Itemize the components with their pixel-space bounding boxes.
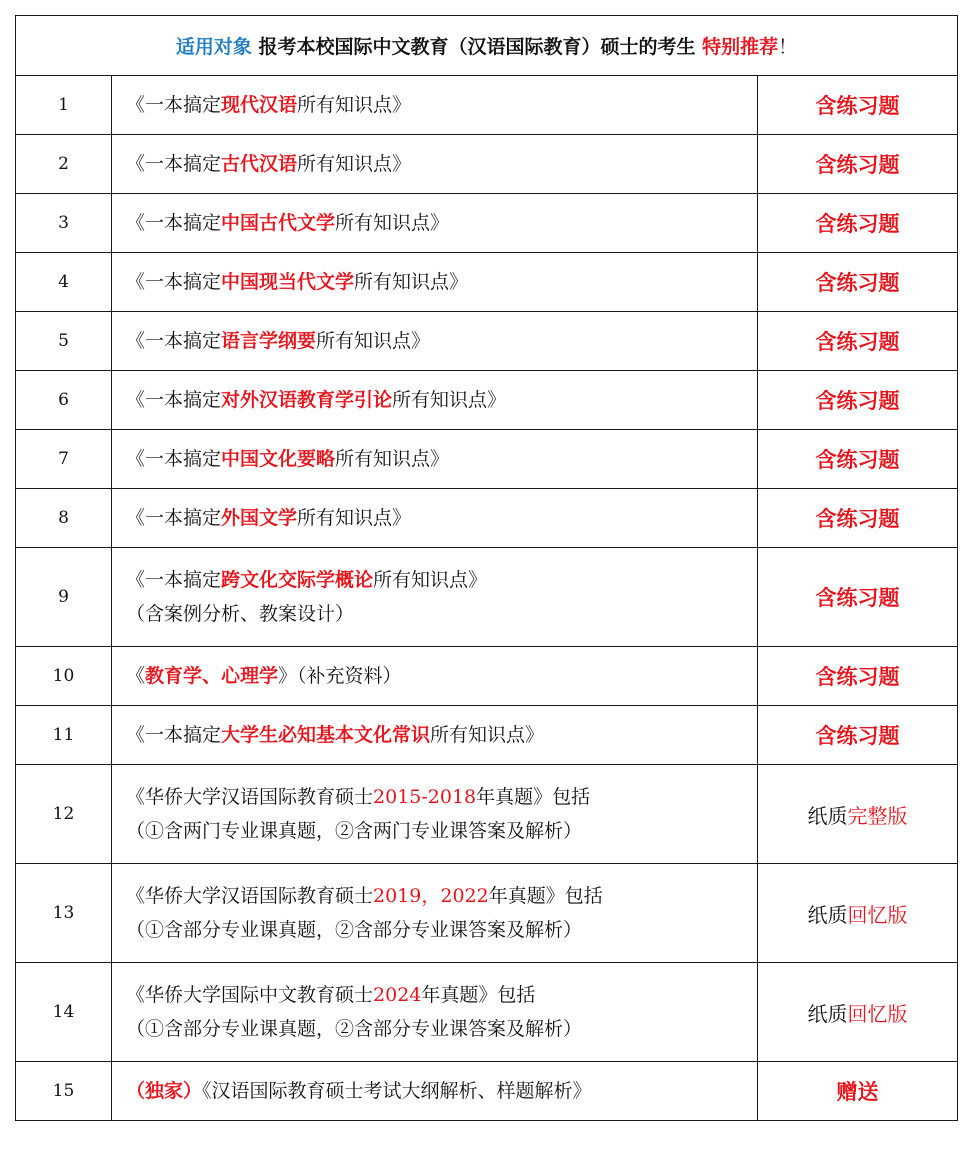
row-subtitle: （①含部分专业课真题，②含部分专业课答案及解析） [126,919,583,941]
row-number: 6 [16,371,112,430]
row-note: 含练习题 [758,430,958,489]
row-note: 含练习题 [758,371,958,430]
row-subtitle: （含案例分析、教案设计） [126,603,355,625]
header-row [16,16,958,76]
row-number: 11 [16,706,112,765]
target-label: 适用对象 [175,36,252,58]
row-note: 含练习题 [758,489,958,548]
row-title: 《一本搞定中国现当代文学所有知识点》 [112,253,758,312]
table-row [16,647,958,706]
row-title: 《一本搞定跨文化交际学概论所有知识点》 （含案例分析、教案设计） [112,548,758,647]
table-row [16,489,958,548]
table-row [16,548,958,647]
row-note: 含练习题 [758,548,958,647]
row-note: 含练习题 [758,312,958,371]
row-note: 含练习题 [758,76,958,135]
row-note: 含练习题 [758,135,958,194]
row-number: 2 [16,135,112,194]
exclusive-tag: （独家） [126,1080,203,1102]
row-number: 10 [16,647,112,706]
table-row [16,76,958,135]
row-note: 含练习题 [758,647,958,706]
table-row [16,864,958,963]
row-number: 13 [16,864,112,963]
row-number: 12 [16,765,112,864]
row-note: 纸质回忆版 [758,963,958,1062]
target-desc: 报考本校国际中文教育（汉语国际教育）硕士的考生 [251,36,703,58]
table-row [16,312,958,371]
row-title: （独家）《汉语国际教育硕士考试大纲解析、样题解析》 [112,1062,758,1121]
row-number: 4 [16,253,112,312]
table-row [16,430,958,489]
row-title: 《一本搞定现代汉语所有知识点》 [112,76,758,135]
row-number: 1 [16,76,112,135]
table-row [16,963,958,1062]
row-title: 《一本搞定中国文化要略所有知识点》 [112,430,758,489]
exclamation: ！ [778,36,798,58]
table-row [16,765,958,864]
row-title: 《华侨大学汉语国际教育硕士2015-2018年真题》包括 （①含两门专业课真题，②含两门专业课答案及解析） [112,765,758,864]
table-row [16,371,958,430]
row-number: 3 [16,194,112,253]
row-subtitle: （①含两门专业课真题，②含两门专业课答案及解析） [126,820,583,842]
row-note: 纸质回忆版 [758,864,958,963]
row-note: 纸质完整版 [758,765,958,864]
row-title: 《一本搞定大学生必知基本文化常识所有知识点》 [112,706,758,765]
table-row [16,706,958,765]
table-row [16,135,958,194]
row-number: 14 [16,963,112,1062]
row-note: 含练习题 [758,706,958,765]
row-title: 《教育学、心理学》（补充资料） [112,647,758,706]
row-number: 15 [16,1062,112,1121]
row-note: 含练习题 [758,194,958,253]
row-title: 《一本搞定外国文学所有知识点》 [112,489,758,548]
product-table [15,15,958,1121]
table-row [16,1062,958,1121]
row-title: 《华侨大学汉语国际教育硕士2019，2022年真题》包括 （①含部分专业课真题，②含部分专业课答案及解析） [112,864,758,963]
row-number: 9 [16,548,112,647]
row-title: 《一本搞定语言学纲要所有知识点》 [112,312,758,371]
table-row [16,253,958,312]
row-note: 含练习题 [758,253,958,312]
row-title: 《一本搞定古代汉语所有知识点》 [112,135,758,194]
row-title: 《一本搞定对外汉语教育学引论所有知识点》 [112,371,758,430]
table-row [16,194,958,253]
row-number: 5 [16,312,112,371]
row-subtitle: （①含部分专业课真题，②含部分专业课答案及解析） [126,1018,583,1040]
row-number: 7 [16,430,112,489]
row-number: 8 [16,489,112,548]
row-title: 《一本搞定中国古代文学所有知识点》 [112,194,758,253]
row-title: 《华侨大学国际中文教育硕士2024年真题》包括 （①含部分专业课真题，②含部分专业课答案及解析） [112,963,758,1062]
recommend-label: 特别推荐 [702,36,779,58]
row-note: 赠送 [758,1062,958,1121]
header-cell [16,16,958,76]
